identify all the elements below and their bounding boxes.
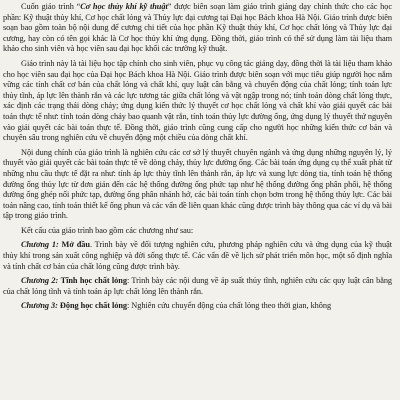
chapter-3-title: Động học chất lỏng <box>59 301 128 311</box>
chapter-2-entry <box>3 276 392 297</box>
paragraph-purpose: Giáo trình này là tài liệu học tập chính cho sinh viên, phục vụ công tác giảng dạy, đồng thời là tài liệu tham khảo cho học viên sau đại học của Đại học Bách khoa Hà Nội. Giáo trình được biên soạn với mục tiêu giúp người học nắm vững các tính chất cơ bản của chất lỏng và chất khí, quy luật cân bằng và chuyển động của chất lỏng; tính toán lực thủy tĩnh, áp lực lên thành rắn và các lực tương tác giữa chất lỏng và vật ngập trong nó; tính toán dòng chất lỏng thực, xác định các trạng thái dòng chảy; ứng dụng kiến thức lý thuyết cơ học chất lỏng và chất khí vào giải quyết các bài toán thực tế như: tính toán dòng chảy bao quanh vật rắn, tính toán thủy lực đường ống, ứng dụng lý thuyết thứ nguyên vào giải quyết các bài toán thực tế. Đồng thời, giáo trình cũng cung cấp cho người học những kiến thức cơ bản và chuyên sâu trong nghiên cứu về chuyển động một chiều của dòng chất khí. <box>3 58 392 143</box>
chapter-1-description: . Trình bày về đối tượng nghiên cứu, phương pháp nghiên cứu và ứng dụng của kỹ thuật thủy khí trong sản xuất công nghiệp và đời sống thực tế. Các vấn đề về lịch sử phát triển môn học, một số định nghĩa và tính chất cơ bản của chất lỏng cũng được trình bày. <box>3 240 393 271</box>
chapter-2-label: Chương 2: <box>21 276 59 286</box>
chapter-1-label: Chương 1: <box>21 240 59 250</box>
paragraph-structure: Kết cấu của giáo trình bao gồm các chương như sau: <box>21 225 194 235</box>
chapter-3-description: : Nghiên cứu chuyển động của chất lỏng theo thời gian, không <box>127 301 332 311</box>
intro-text-start: Cuốn giáo trình “ <box>21 2 81 11</box>
chapter-1-entry <box>3 240 392 272</box>
chapter-2-description: : Trình bày các nội dung về áp suất thủy tĩnh, nghiên cứu các quy luật cân bằng của chất lỏng tĩnh và tính toán áp lực chất lỏng lên thành rắn. <box>3 276 393 296</box>
paragraph-content: Nội dung chính của giáo trình là nghiên cứu các cơ sở lý thuyết chuyên ngành và ứng dụng những nguyên lý, lý thuyết vào giải quyết các bài toán thực tế về dòng chảy, thủy lực đường ống. Các bài toán ứng dụng cụ thể xuất phát từ những nhu cầu thực tế đặt ra như: tính áp lực thủy tĩnh lên thành rắn, áp lực và xung lực dòng tia, tính toán hệ thống đường ống thủy lực từ đơn giản đến các hệ thống đường ống phức tạp như hệ thống đường ống phân phối, hệ thống đường ống ghép nối phức tạp, đường ống phân nhánh hở, các bài toán tính chọn bơm trong hệ thống thủy lực. Các bài toán nâng cao, tính toán thiết kế ống phun và các vấn đề liên quan khác cũng được trình bày thông qua các ví dụ và bài tập trong giáo trình. <box>3 147 392 221</box>
chapter-3-label: Chương 3: <box>21 301 58 311</box>
book-title: Cơ học thủy khí kỹ thuật <box>80 2 168 11</box>
intro-text-rest: ” được biên soạn làm giáo trình giảng dạy chính thức cho các học phần: Kỹ thuật thủy khí, Cơ học chất lỏng và Thủy lực đại cương tại Đại học Bách khoa Hà Nội. Giáo trình được biên soạn bao gồm toàn bộ nội dung để cương chi tiết của học phần Kỹ thuật thủy khí, Cơ học chất lỏng và Thủy lực đại cương, hay còn có tên gọi khác là Cơ học thủy khí ứng dụng. Đồng thời, giáo trình có thể sử dụng làm tài liệu tham khảo cho sinh viên và học viên sau đại học khối các trường kỹ thuật. <box>3 2 392 54</box>
chapter-3-entry <box>3 301 392 312</box>
chapter-1-title: Mở đầu <box>61 240 90 250</box>
paragraph-intro <box>3 2 392 55</box>
chapter-2-title: Tĩnh học chất lỏng <box>60 276 127 286</box>
